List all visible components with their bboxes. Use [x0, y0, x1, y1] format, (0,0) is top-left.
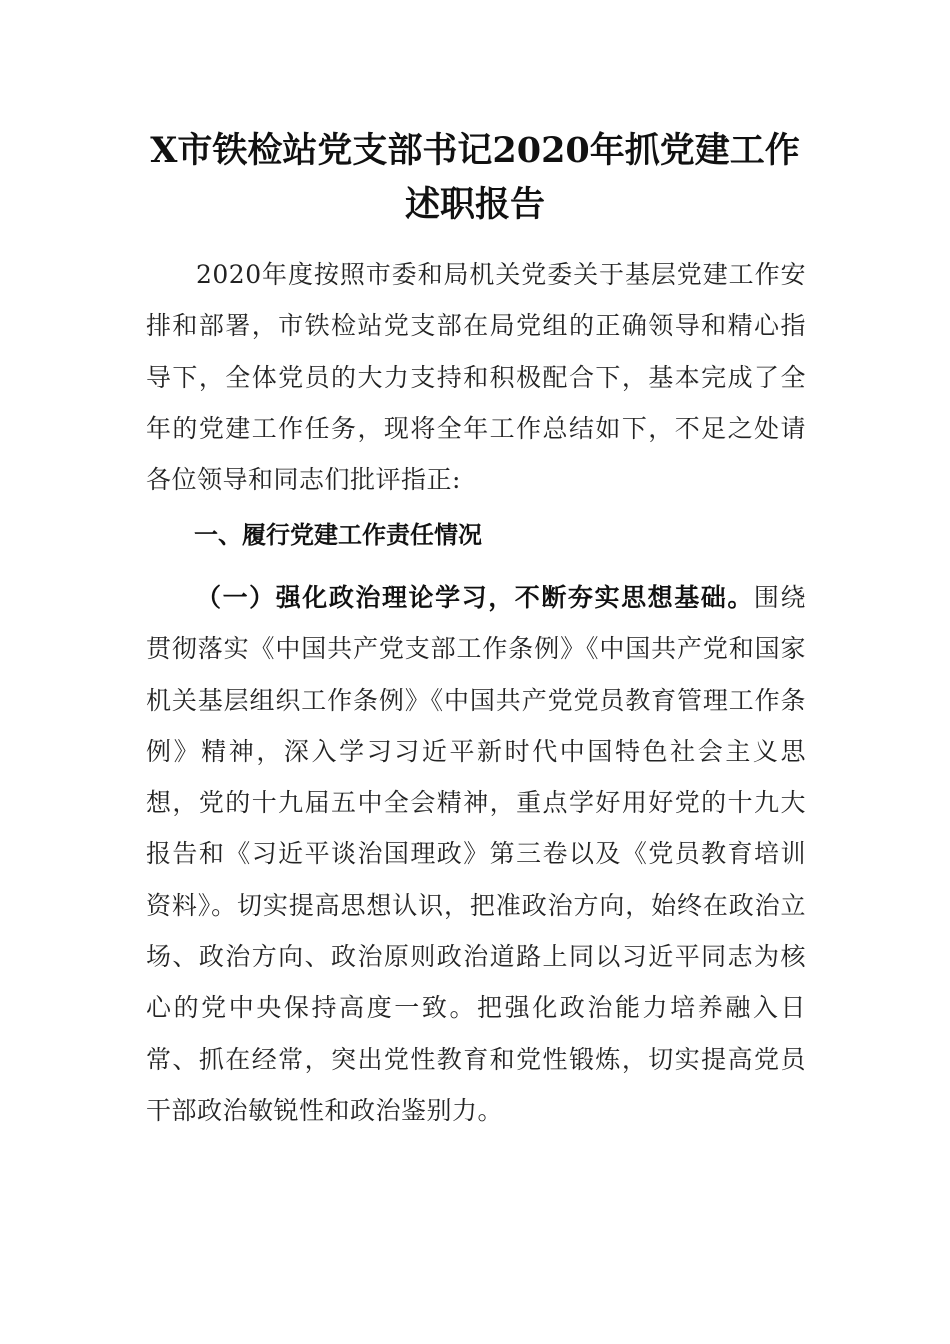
subsection-body: 围绕贯彻落实《中国共产党支部工作条例》《中国共产党和国家机关基层组织工作条例》《中国共产党党员教育管理工作条例》精神，深入学习习近平新时代中国特色社会主义思想，党的十九届五中全会精神，重点学好用好党的十九大报告和《习近平谈治国理政》第三卷以及《党员教育培训资料》。切实提高思想认识，把准政治方向，始终在政治立场、政治方向、政治原则政治道路上同以习近平同志为核心的党中央保持高度一致。把强化政治能力培养融入日常、抓在经常，突出党性教育和党性锻炼，切实提高党员干部政治敏锐性和政治鉴别力。 [146, 583, 806, 1125]
intro-paragraph: 2020年度按照市委和局机关党委关于基层党建工作安排和部署，市铁检站党支部在局党组的正确领导和精心指导下，全体党员的大力支持和积极配合下，基本完成了全年的党建工作任务，现将全年工作总结如下，不足之处请各位领导和同志们批评指正: [146, 260, 806, 495]
subsection-lead: （一）强化政治理论学习，不断夯实思想基础。 [196, 583, 754, 612]
section-heading: 一、履行党建工作责任情况 [194, 521, 482, 549]
title-line-2: 述职报告 [404, 184, 545, 225]
title-line-1: X市铁检站党支部书记2020年抓党建工作 [150, 130, 800, 171]
subsection-paragraph [146, 572, 806, 1136]
document-title [120, 124, 830, 232]
